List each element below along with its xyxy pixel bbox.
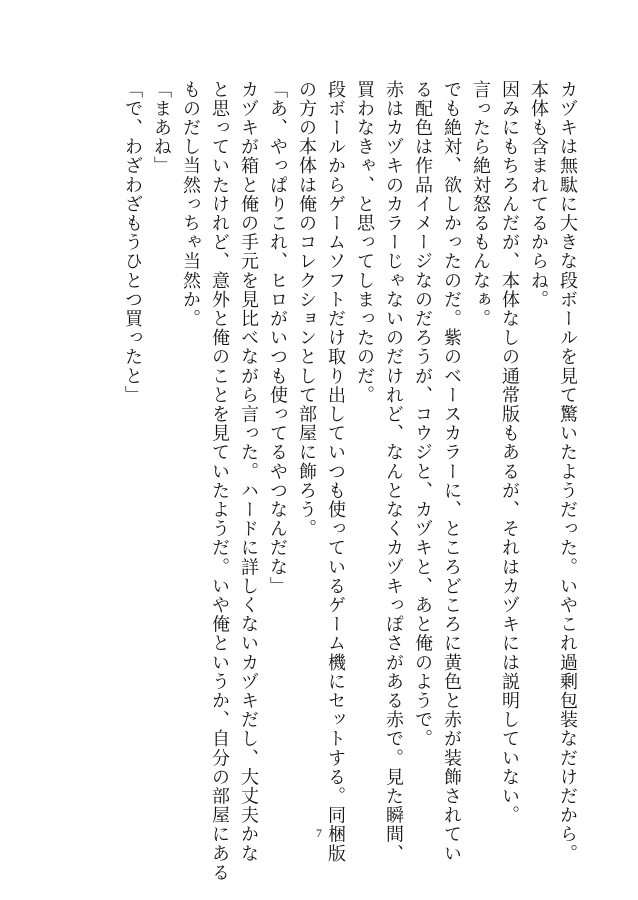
text-line: 段ボールからゲームソフトだけ取り出していつも使っているゲーム機にセットする。同梱版 [325,80,346,864]
text-line: 「まあね」 [151,80,172,176]
text-line: カヅキは無駄に大きな段ボールを見て驚いたようだった。いやこれ過剰包装なだけだから。 [557,80,578,864]
text-line: の方の本体は俺のコレクションとして部屋に飾ろう。 [296,80,317,539]
text-line: 買わなきゃ、と思ってしまったのだ。 [354,80,375,405]
text-line: 「で、わざわざもうひとつ買ったと」 [122,80,143,405]
text-line: 言ったら絶対怒るもんなぁ。 [470,80,491,329]
text-line: 「あ、やっぱりこれ、ヒロがいつも使ってるやつなんだな」 [267,80,288,596]
text-line: 因みにもちろんだが、本体なしの通常版もあるが、それはカヅキには説明していない。 [499,80,520,825]
text-line: カヅキが箱と俺の手元を見比べながら言った。ハードに詳しくないカヅキだし、大丈夫かな [238,80,259,864]
text-line: 赤はカヅキのカラーじゃないのだけれど、なんとなくカヅキっぽさがある赤で。見た瞬間、 [383,80,404,864]
text-line: と思っていたけれど、意外と俺のことを見ていたようだ。いや俺というか、自分の部屋にある [209,80,230,883]
text-line: でも絶対、欲しかったのだ。紫のベースカラーに、ところどころに黄色と赤が装飾されてい [441,80,462,864]
vertical-text-body [118,80,582,883]
text-line: る配色は作品イメージなのだろうが、コウジと、カヅキと、あと俺のようで。 [412,80,433,749]
text-line: ものだし当然っちゃ当然か。 [180,80,201,329]
page-number: 7 [316,826,322,840]
text-line: 本体も含まれてるからね。 [528,80,549,310]
